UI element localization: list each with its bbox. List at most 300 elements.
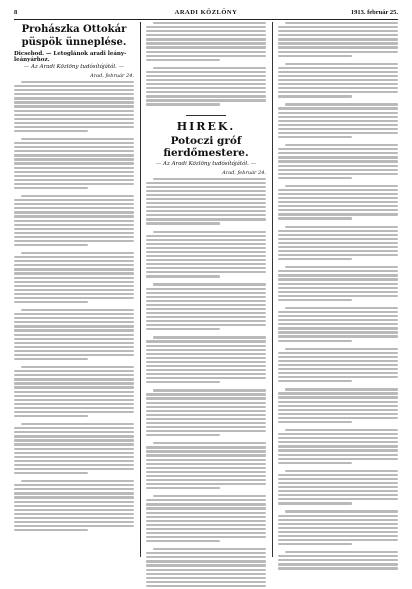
text-line xyxy=(14,277,134,279)
text-line xyxy=(146,26,266,28)
text-line xyxy=(278,449,398,451)
text-line xyxy=(146,288,266,290)
column-3 xyxy=(278,22,398,572)
text-line xyxy=(21,252,134,254)
text-line xyxy=(146,450,266,452)
text-line xyxy=(14,89,134,91)
text-line xyxy=(278,107,398,109)
text-line xyxy=(146,55,266,57)
text-line xyxy=(14,431,134,433)
text-line xyxy=(14,142,134,144)
text-line xyxy=(14,513,134,515)
text-line xyxy=(278,295,398,297)
text-line xyxy=(21,366,134,368)
text-line xyxy=(14,272,134,274)
text-line xyxy=(285,226,398,228)
text-line xyxy=(14,236,134,238)
text-line xyxy=(278,30,398,32)
text-line xyxy=(278,417,398,419)
text-line xyxy=(146,434,220,436)
text-line xyxy=(14,427,134,429)
text-line xyxy=(146,340,266,342)
text-line xyxy=(14,529,88,531)
text-line xyxy=(153,442,266,444)
text-line xyxy=(146,581,266,583)
text-line xyxy=(14,374,134,376)
text-line xyxy=(285,348,398,350)
text-line xyxy=(14,110,134,112)
text-line xyxy=(278,148,398,150)
column-3-news-items xyxy=(278,22,398,570)
text-line xyxy=(14,211,134,213)
text-line xyxy=(146,377,266,379)
text-line xyxy=(278,287,398,289)
text-line xyxy=(278,396,398,398)
text-line xyxy=(14,199,134,201)
text-line xyxy=(146,271,266,273)
text-line xyxy=(278,258,352,260)
text-line xyxy=(153,67,266,69)
text-line xyxy=(14,207,134,209)
text-line xyxy=(278,319,398,321)
text-line xyxy=(278,340,352,342)
text-line xyxy=(146,430,266,432)
text-line xyxy=(146,103,220,105)
text-line xyxy=(14,525,134,527)
text-line xyxy=(146,402,266,404)
text-line xyxy=(278,380,352,382)
text-line xyxy=(14,403,134,405)
text-line xyxy=(146,357,266,359)
text-line xyxy=(146,454,266,456)
text-line xyxy=(146,540,220,542)
text-line xyxy=(146,308,266,310)
text-line xyxy=(146,259,266,261)
text-line xyxy=(146,503,266,505)
text-line xyxy=(278,335,398,337)
text-line xyxy=(14,162,134,164)
text-line xyxy=(278,502,352,504)
text-line xyxy=(278,189,398,191)
text-line xyxy=(146,87,266,89)
text-line xyxy=(146,487,220,489)
text-line xyxy=(146,393,266,395)
text-line xyxy=(146,198,266,200)
text-line xyxy=(146,369,266,371)
column-rule xyxy=(140,22,141,557)
text-line xyxy=(21,480,134,482)
text-line xyxy=(146,345,266,347)
text-line xyxy=(278,331,398,333)
text-line xyxy=(14,93,134,95)
text-line xyxy=(14,264,134,266)
text-line xyxy=(146,222,220,224)
text-line xyxy=(278,376,398,378)
text-line xyxy=(14,118,134,120)
text-line xyxy=(278,527,398,529)
text-line xyxy=(146,267,266,269)
text-line xyxy=(146,30,266,32)
text-line xyxy=(146,91,266,93)
text-line xyxy=(14,484,134,486)
text-line xyxy=(278,563,398,565)
text-line xyxy=(21,81,134,83)
text-line xyxy=(278,494,398,496)
text-line xyxy=(14,220,134,222)
text-line xyxy=(14,183,134,185)
text-line xyxy=(14,301,88,303)
text-line xyxy=(14,268,134,270)
text-line xyxy=(146,507,266,509)
text-line xyxy=(146,34,266,36)
text-line xyxy=(278,46,398,48)
masthead xyxy=(14,8,398,20)
text-line xyxy=(14,354,134,356)
section-title: HIREK. xyxy=(176,119,236,133)
text-line xyxy=(14,260,134,262)
text-line xyxy=(278,291,398,293)
text-line xyxy=(21,195,134,197)
text-line xyxy=(278,91,398,93)
text-line xyxy=(278,356,398,358)
column-2-top-text xyxy=(146,22,266,112)
text-line xyxy=(278,437,398,439)
text-line xyxy=(278,116,398,118)
text-line xyxy=(146,42,266,44)
text-line xyxy=(278,519,398,521)
text-line xyxy=(278,160,398,162)
text-line xyxy=(278,543,352,545)
text-line xyxy=(285,22,398,24)
text-line xyxy=(14,167,134,169)
text-line xyxy=(146,459,266,461)
text-line xyxy=(146,552,266,554)
paragraph-gap xyxy=(146,227,266,231)
text-line xyxy=(146,71,266,73)
text-line xyxy=(278,26,398,28)
text-line xyxy=(14,350,134,352)
text-line xyxy=(14,297,134,299)
text-line xyxy=(285,103,398,105)
text-line xyxy=(285,144,398,146)
text-line xyxy=(14,501,134,503)
article-dateline: Arad, február 24. xyxy=(90,73,134,79)
text-line xyxy=(278,559,398,561)
section-divider xyxy=(186,115,226,116)
text-line xyxy=(14,382,134,384)
text-line xyxy=(146,479,266,481)
text-line xyxy=(146,397,266,399)
text-line xyxy=(14,146,134,148)
text-line xyxy=(278,458,398,460)
text-line xyxy=(278,454,398,456)
text-line xyxy=(14,101,134,103)
text-line xyxy=(146,463,266,465)
text-line xyxy=(146,206,266,208)
text-line xyxy=(14,150,134,152)
issue-date: 1913. február 25. xyxy=(350,9,398,16)
text-line xyxy=(146,316,266,318)
text-line xyxy=(278,152,398,154)
text-line xyxy=(278,531,398,533)
text-line xyxy=(278,201,398,203)
text-line xyxy=(14,391,134,393)
text-line xyxy=(14,154,134,156)
text-line xyxy=(146,99,266,101)
text-line xyxy=(278,124,398,126)
text-line xyxy=(14,456,134,458)
text-line xyxy=(278,234,398,236)
text-line xyxy=(278,567,398,569)
news-body xyxy=(146,178,266,587)
text-line xyxy=(278,51,398,53)
text-line xyxy=(278,230,398,232)
text-line xyxy=(278,71,398,73)
text-line xyxy=(14,342,134,344)
text-line xyxy=(278,486,398,488)
text-line xyxy=(14,240,134,242)
news-byline: — Az Aradi Közlöny tudósítójától. — xyxy=(155,160,257,167)
text-line xyxy=(278,498,398,500)
text-line xyxy=(278,136,352,138)
text-line xyxy=(146,373,266,375)
text-line xyxy=(278,173,398,175)
text-line xyxy=(146,422,266,424)
text-line xyxy=(14,370,134,372)
text-line xyxy=(146,564,266,566)
text-line xyxy=(14,114,134,116)
text-line xyxy=(278,95,352,97)
text-line xyxy=(278,209,398,211)
text-line xyxy=(153,231,266,233)
text-line xyxy=(14,179,134,181)
text-line xyxy=(146,381,220,383)
text-line xyxy=(14,329,134,331)
text-line xyxy=(278,372,398,374)
text-line xyxy=(14,338,134,340)
text-line xyxy=(278,535,398,537)
text-line xyxy=(278,327,398,329)
text-line xyxy=(14,448,134,450)
text-line xyxy=(153,22,266,24)
text-line xyxy=(14,256,134,258)
text-line xyxy=(278,83,398,85)
text-line xyxy=(146,418,266,420)
text-line xyxy=(146,275,220,277)
text-line xyxy=(14,472,88,474)
text-line xyxy=(14,244,88,246)
text-line xyxy=(146,328,220,330)
article-headline: Prohászka Ottokár xyxy=(21,24,127,35)
text-line xyxy=(146,46,266,48)
text-line xyxy=(278,75,398,77)
text-line xyxy=(14,97,134,99)
text-line xyxy=(14,228,134,230)
text-line xyxy=(14,215,134,217)
text-line xyxy=(278,205,398,207)
text-line xyxy=(14,346,134,348)
text-line xyxy=(146,361,266,363)
text-line xyxy=(14,460,134,462)
text-line xyxy=(278,177,352,179)
text-line xyxy=(278,38,398,40)
text-line xyxy=(146,214,266,216)
text-line xyxy=(278,270,398,272)
text-line xyxy=(14,293,134,295)
text-line xyxy=(14,517,134,519)
text-line xyxy=(146,300,266,302)
text-line xyxy=(14,285,134,287)
text-line xyxy=(278,445,398,447)
text-line xyxy=(14,358,88,360)
text-line xyxy=(146,410,266,412)
text-line xyxy=(146,324,266,326)
text-line xyxy=(146,255,266,257)
text-line xyxy=(146,516,266,518)
text-line xyxy=(278,299,352,301)
column-rule xyxy=(272,22,273,557)
text-line xyxy=(14,130,88,132)
text-line xyxy=(146,210,266,212)
text-line xyxy=(153,178,266,180)
text-line xyxy=(14,505,134,507)
text-line xyxy=(21,423,134,425)
text-line xyxy=(14,232,134,234)
text-line xyxy=(14,509,134,511)
column-1 xyxy=(14,22,134,537)
text-line xyxy=(146,349,266,351)
text-line xyxy=(278,323,398,325)
text-line xyxy=(21,138,134,140)
text-line xyxy=(278,120,398,122)
text-line xyxy=(278,523,398,525)
text-line xyxy=(14,289,134,291)
text-line xyxy=(278,156,398,158)
text-line xyxy=(146,194,266,196)
text-line xyxy=(285,266,398,268)
text-line xyxy=(146,536,266,538)
paragraph-gap xyxy=(14,533,134,537)
text-line xyxy=(278,441,398,443)
text-line xyxy=(146,239,266,241)
text-line xyxy=(278,112,398,114)
column-2 xyxy=(146,22,266,589)
text-line xyxy=(278,55,352,57)
text-line xyxy=(146,365,266,367)
text-line xyxy=(14,386,134,388)
text-line xyxy=(146,75,266,77)
text-line xyxy=(14,488,134,490)
text-line xyxy=(146,182,266,184)
text-line xyxy=(146,353,266,355)
article-headline-line2: püspök ünneplése. xyxy=(21,37,127,48)
text-line xyxy=(285,307,398,309)
text-line xyxy=(146,292,266,294)
text-line xyxy=(278,368,398,370)
text-line xyxy=(146,577,266,579)
text-line xyxy=(14,415,88,417)
text-line xyxy=(146,483,266,485)
text-line xyxy=(146,406,266,408)
text-line xyxy=(285,63,398,65)
text-line xyxy=(146,556,266,558)
news-dateline: Arad, február 24. xyxy=(222,169,266,176)
text-line xyxy=(14,399,134,401)
text-line xyxy=(278,169,398,171)
text-line xyxy=(14,468,134,470)
text-line xyxy=(14,158,134,160)
text-line xyxy=(278,364,398,366)
text-line xyxy=(14,378,134,380)
text-line xyxy=(153,548,266,550)
text-line xyxy=(278,87,398,89)
text-line xyxy=(285,185,398,187)
text-line xyxy=(14,395,134,397)
text-line xyxy=(14,105,134,107)
text-line xyxy=(146,296,266,298)
text-line xyxy=(14,496,134,498)
text-line xyxy=(278,250,398,252)
text-line xyxy=(146,51,266,53)
text-line xyxy=(14,411,134,413)
text-line xyxy=(278,193,398,195)
text-line xyxy=(278,311,398,313)
text-line xyxy=(285,470,398,472)
text-line xyxy=(14,443,134,445)
text-line xyxy=(146,471,266,473)
text-line xyxy=(146,202,266,204)
text-line xyxy=(146,235,266,237)
text-line xyxy=(146,320,266,322)
text-line xyxy=(278,132,398,134)
text-line xyxy=(146,186,266,188)
text-line xyxy=(278,238,398,240)
text-line xyxy=(278,246,398,248)
text-line xyxy=(146,512,266,514)
text-line xyxy=(146,475,266,477)
text-line xyxy=(285,429,398,431)
text-line xyxy=(14,187,88,189)
text-line xyxy=(21,309,134,311)
text-line xyxy=(278,274,398,276)
text-line xyxy=(278,360,398,362)
text-line xyxy=(146,528,266,530)
text-line xyxy=(146,520,266,522)
article-body xyxy=(14,81,134,537)
text-line xyxy=(146,243,266,245)
text-line xyxy=(278,67,398,69)
text-line xyxy=(146,218,266,220)
text-line xyxy=(153,495,266,497)
text-line xyxy=(278,217,352,219)
text-line xyxy=(278,315,398,317)
text-line xyxy=(278,462,352,464)
text-line xyxy=(14,171,134,173)
text-line xyxy=(278,278,398,280)
text-line xyxy=(146,79,266,81)
text-line xyxy=(278,539,398,541)
text-line xyxy=(14,452,134,454)
text-line xyxy=(153,283,266,285)
news-headline: Potoczi gróf fierdőmestere. xyxy=(163,134,249,159)
text-line xyxy=(14,122,134,124)
text-line xyxy=(278,42,398,44)
paper-name: ARADI KÖZLÖNY xyxy=(174,9,238,16)
text-line xyxy=(146,560,266,562)
text-line xyxy=(278,213,398,215)
paragraph-gap xyxy=(146,108,266,112)
text-line xyxy=(14,317,134,319)
